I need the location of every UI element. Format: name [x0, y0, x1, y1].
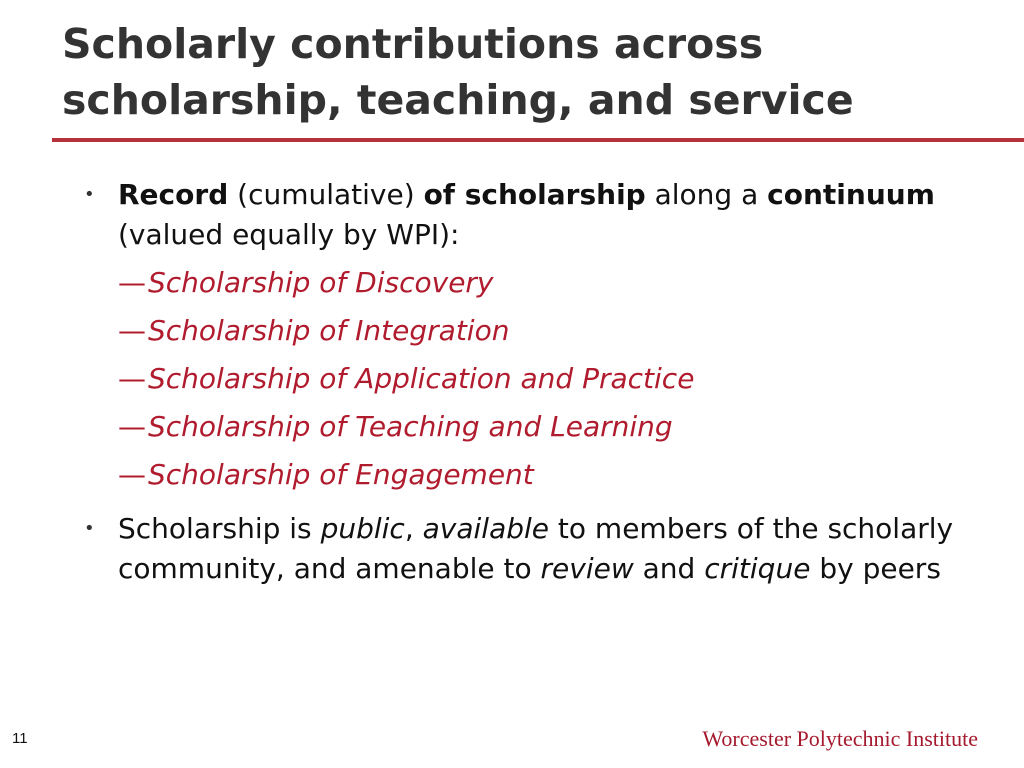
title-divider	[52, 138, 1024, 142]
slide-title: Scholarly contributions across scholarship, teaching, and service	[62, 20, 854, 124]
list-item-label: Scholarship of Discovery	[148, 266, 494, 299]
dash-icon: —	[118, 266, 146, 299]
bullet-text-comma: ,	[404, 512, 423, 545]
list-item	[118, 451, 1004, 499]
bullet-icon: •	[84, 184, 95, 205]
footer-institution-name: Worcester Polytechnic Institute	[702, 726, 978, 751]
bullet-icon: •	[84, 518, 95, 539]
dash-icon: —	[118, 410, 146, 443]
slide-body	[84, 175, 1004, 589]
bullet-record-of-scholarship	[84, 175, 1004, 499]
scholarship-types-list	[118, 259, 1004, 499]
bullet-text-tail: by peers	[810, 552, 941, 585]
dash-icon: —	[118, 458, 146, 491]
bullet-text-record: Record	[118, 178, 229, 211]
bullet-text-review: review	[540, 552, 634, 585]
dash-icon: —	[118, 314, 146, 347]
list-item-label: Scholarship of Teaching and Learning	[148, 410, 673, 443]
list-item-label: Scholarship of Integration	[148, 314, 510, 347]
list-item	[118, 403, 1004, 451]
bullet-scholarship-is-public	[84, 509, 1004, 589]
bullet-text-valued: (valued equally by WPI):	[118, 218, 460, 251]
bullet-text-lead: Scholarship is	[118, 512, 321, 545]
list-item	[118, 307, 1004, 355]
dash-icon: —	[118, 362, 146, 395]
bullet-text-along-a: along a	[645, 178, 768, 211]
bullet-text-of-scholarship: of scholarship	[423, 178, 646, 211]
bullet-text-available: available	[422, 512, 550, 545]
bullet-text-and: and	[633, 552, 705, 585]
bullet-text-critique: critique	[704, 552, 811, 585]
bullet-text-public: public	[320, 512, 405, 545]
list-item	[118, 355, 1004, 403]
bullet-text-continuum: continuum	[767, 178, 935, 211]
bullet-text-cumulative: (cumulative)	[228, 178, 424, 211]
page-number: 11	[12, 730, 28, 747]
list-item	[118, 259, 1004, 307]
bullet-text-mid: to members of the scholarly community, and amenable to	[118, 512, 954, 585]
list-item-label: Scholarship of Application and Practice	[148, 362, 695, 395]
list-item-label: Scholarship of Engagement	[148, 458, 534, 491]
